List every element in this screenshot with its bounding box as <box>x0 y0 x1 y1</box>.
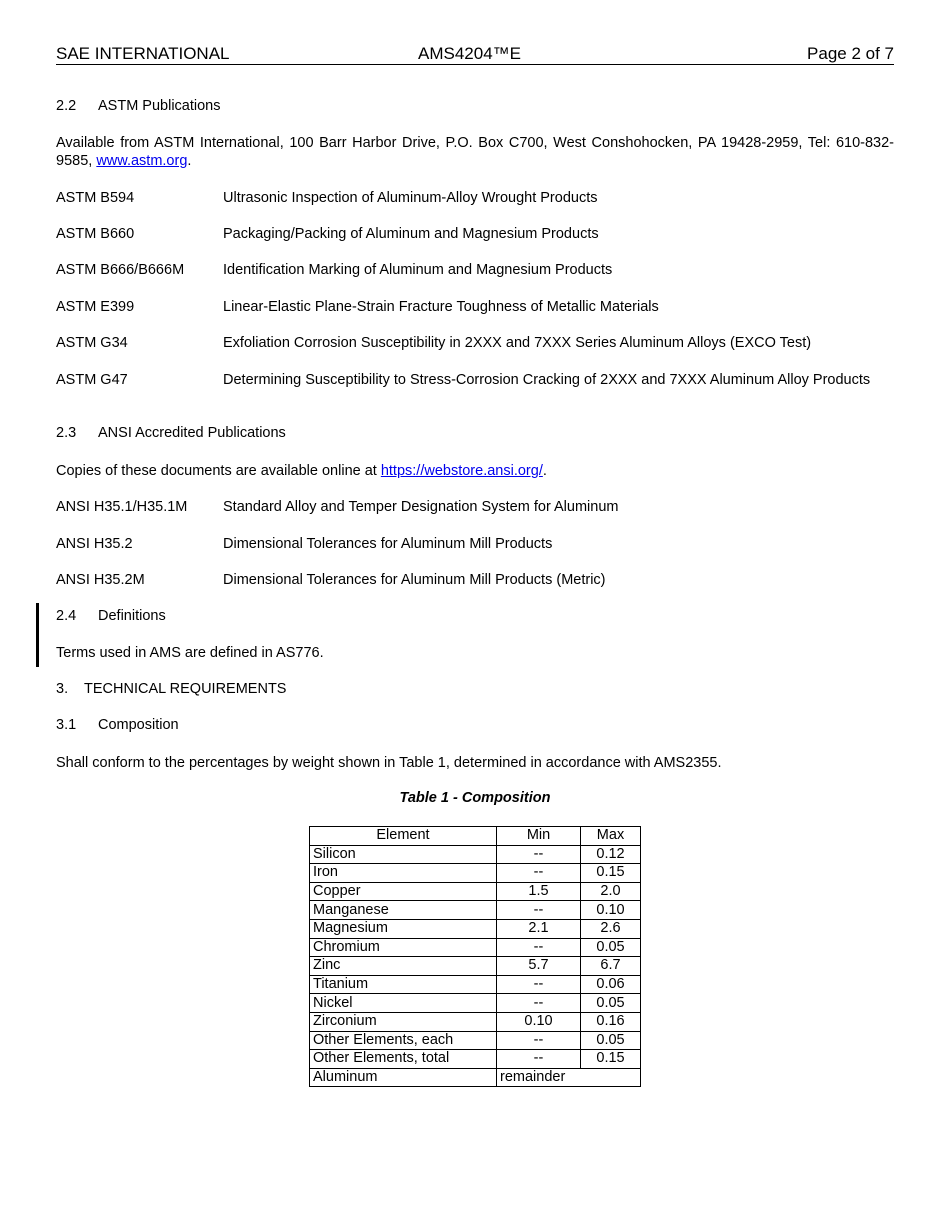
cell-max: 0.06 <box>581 975 641 994</box>
cell-min: -- <box>497 994 581 1013</box>
cell-min: 0.10 <box>497 1012 581 1031</box>
reference-title: Dimensional Tolerances for Aluminum Mill Products (Metric) <box>223 572 606 588</box>
cell-min: -- <box>497 901 581 920</box>
header-element: Element <box>310 827 497 846</box>
cell-min: -- <box>497 975 581 994</box>
section-3-1-text: Shall conform to the percentages by weight shown in Table 1, determined in accordance with AMS2355. <box>56 755 722 771</box>
cell-min: -- <box>497 845 581 864</box>
reference-title: Packaging/Packing of Aluminum and Magnesium Products <box>223 226 599 242</box>
header-doc-id: AMS4204™E <box>418 44 521 63</box>
reference-code: ANSI H35.2 <box>56 536 133 552</box>
section-number: 2.2 <box>56 98 77 114</box>
cell-element: Zirconium <box>310 1012 497 1031</box>
header-max: Max <box>581 827 641 846</box>
cell-element: Silicon <box>310 845 497 864</box>
cell-min: 1.5 <box>497 882 581 901</box>
table-row <box>310 1012 641 1031</box>
header-min: Min <box>497 827 581 846</box>
reference-code: ASTM B594 <box>56 190 135 206</box>
section-3-heading <box>56 681 286 697</box>
cell-element: Other Elements, each <box>310 1031 497 1050</box>
section-title: Definitions <box>98 608 166 624</box>
cell-element: Magnesium <box>310 919 497 938</box>
section-number: 3.1 <box>56 717 77 733</box>
table-header-row <box>310 827 641 846</box>
table-caption: Table 1 - Composition <box>399 790 551 806</box>
cell-element: Zinc <box>310 957 497 976</box>
reference-code: ASTM B666/B666M <box>56 262 185 278</box>
cell-max: 0.12 <box>581 845 641 864</box>
section-title: ANSI Accredited Publications <box>98 425 286 441</box>
reference-code: ANSI H35.1/H35.1M <box>56 499 188 515</box>
reference-code: ASTM B660 <box>56 226 135 242</box>
reference-title: Identification Marking of Aluminum and Magnesium Products <box>223 262 613 278</box>
header-page-number: Page 2 of 7 <box>807 44 894 63</box>
section-number: 2.3 <box>56 425 77 441</box>
cell-min: 5.7 <box>497 957 581 976</box>
section-2-2-heading <box>56 98 221 114</box>
section-2-4-heading <box>56 608 166 624</box>
cell-max: 0.05 <box>581 994 641 1013</box>
intro-period: . <box>187 153 192 169</box>
astm-link[interactable]: www.astm.org <box>96 153 188 169</box>
cell-remainder: remainder <box>497 1068 641 1087</box>
reference-title: Exfoliation Corrosion Susceptibility in 2XXX and 7XXX Series Aluminum Alloys (EXCO Test) <box>223 335 812 351</box>
cell-max: 0.10 <box>581 901 641 920</box>
reference-title: Ultrasonic Inspection of Aluminum-Alloy Wrought Products <box>223 190 598 206</box>
cell-min: -- <box>497 1031 581 1050</box>
table-row <box>310 957 641 976</box>
table-row <box>310 864 641 883</box>
table-row <box>310 994 641 1013</box>
header-org: SAE INTERNATIONAL <box>56 44 230 63</box>
cell-element: Other Elements, total <box>310 1050 497 1069</box>
section-2-3-intro <box>56 462 547 480</box>
intro-period: . <box>542 463 547 479</box>
table-row <box>310 919 641 938</box>
table-row <box>310 975 641 994</box>
reference-code: ASTM E399 <box>56 299 135 315</box>
cell-max: 6.7 <box>581 957 641 976</box>
cell-element: Chromium <box>310 938 497 957</box>
cell-element: Titanium <box>310 975 497 994</box>
section-title: Composition <box>98 717 179 733</box>
reference-code: ASTM G34 <box>56 335 128 351</box>
ansi-webstore-link[interactable]: https://webstore.ansi.org/ <box>380 463 543 479</box>
cell-element: Copper <box>310 882 497 901</box>
intro-text: Available from ASTM International, 100 Barr Harbor Drive, P.O. Box C700, West Conshohocken, PA 19428-2959, Tel: 610-832-9585, <box>56 135 894 169</box>
section-title: ASTM Publications <box>98 98 221 114</box>
reference-title: Dimensional Tolerances for Aluminum Mill Products <box>223 536 553 552</box>
cell-max: 0.05 <box>581 1031 641 1050</box>
cell-min: -- <box>497 938 581 957</box>
cell-min: -- <box>497 864 581 883</box>
section-2-2-intro <box>56 134 894 170</box>
revision-change-bar <box>36 603 39 667</box>
reference-code: ASTM G47 <box>56 372 128 388</box>
section-number: 2.4 <box>56 608 77 624</box>
cell-max: 2.0 <box>581 882 641 901</box>
cell-element: Iron <box>310 864 497 883</box>
cell-element: Manganese <box>310 901 497 920</box>
section-2-3-heading <box>56 425 286 441</box>
reference-title: Linear-Elastic Plane-Strain Fracture Toughness of Metallic Materials <box>223 299 659 315</box>
section-3-1-heading <box>56 717 179 733</box>
cell-min: 2.1 <box>497 919 581 938</box>
cell-max: 0.15 <box>581 1050 641 1069</box>
intro-text: Copies of these documents are available online at <box>56 463 381 479</box>
cell-max: 2.6 <box>581 919 641 938</box>
reference-code: ANSI H35.2M <box>56 572 145 588</box>
cell-max: 0.16 <box>581 1012 641 1031</box>
cell-max: 0.05 <box>581 938 641 957</box>
table-row <box>310 1050 641 1069</box>
table-row <box>310 901 641 920</box>
table-row-aluminum <box>310 1068 641 1087</box>
section-title: TECHNICAL REQUIREMENTS <box>84 681 287 697</box>
table-row <box>310 1031 641 1050</box>
cell-element: Nickel <box>310 994 497 1013</box>
cell-min: -- <box>497 1050 581 1069</box>
cell-element: Aluminum <box>310 1068 497 1087</box>
composition-table <box>309 826 641 1087</box>
page-header <box>56 44 894 65</box>
reference-title: Standard Alloy and Temper Designation System for Aluminum <box>223 499 619 515</box>
table-row <box>310 882 641 901</box>
cell-max: 0.15 <box>581 864 641 883</box>
section-2-4-text: Terms used in AMS are defined in AS776. <box>56 645 324 661</box>
reference-title: Determining Susceptibility to Stress-Corrosion Cracking of 2XXX and 7XXX Aluminum Alloy Products <box>223 372 871 388</box>
section-number: 3. <box>56 681 69 697</box>
table-row <box>310 938 641 957</box>
table-row <box>310 845 641 864</box>
